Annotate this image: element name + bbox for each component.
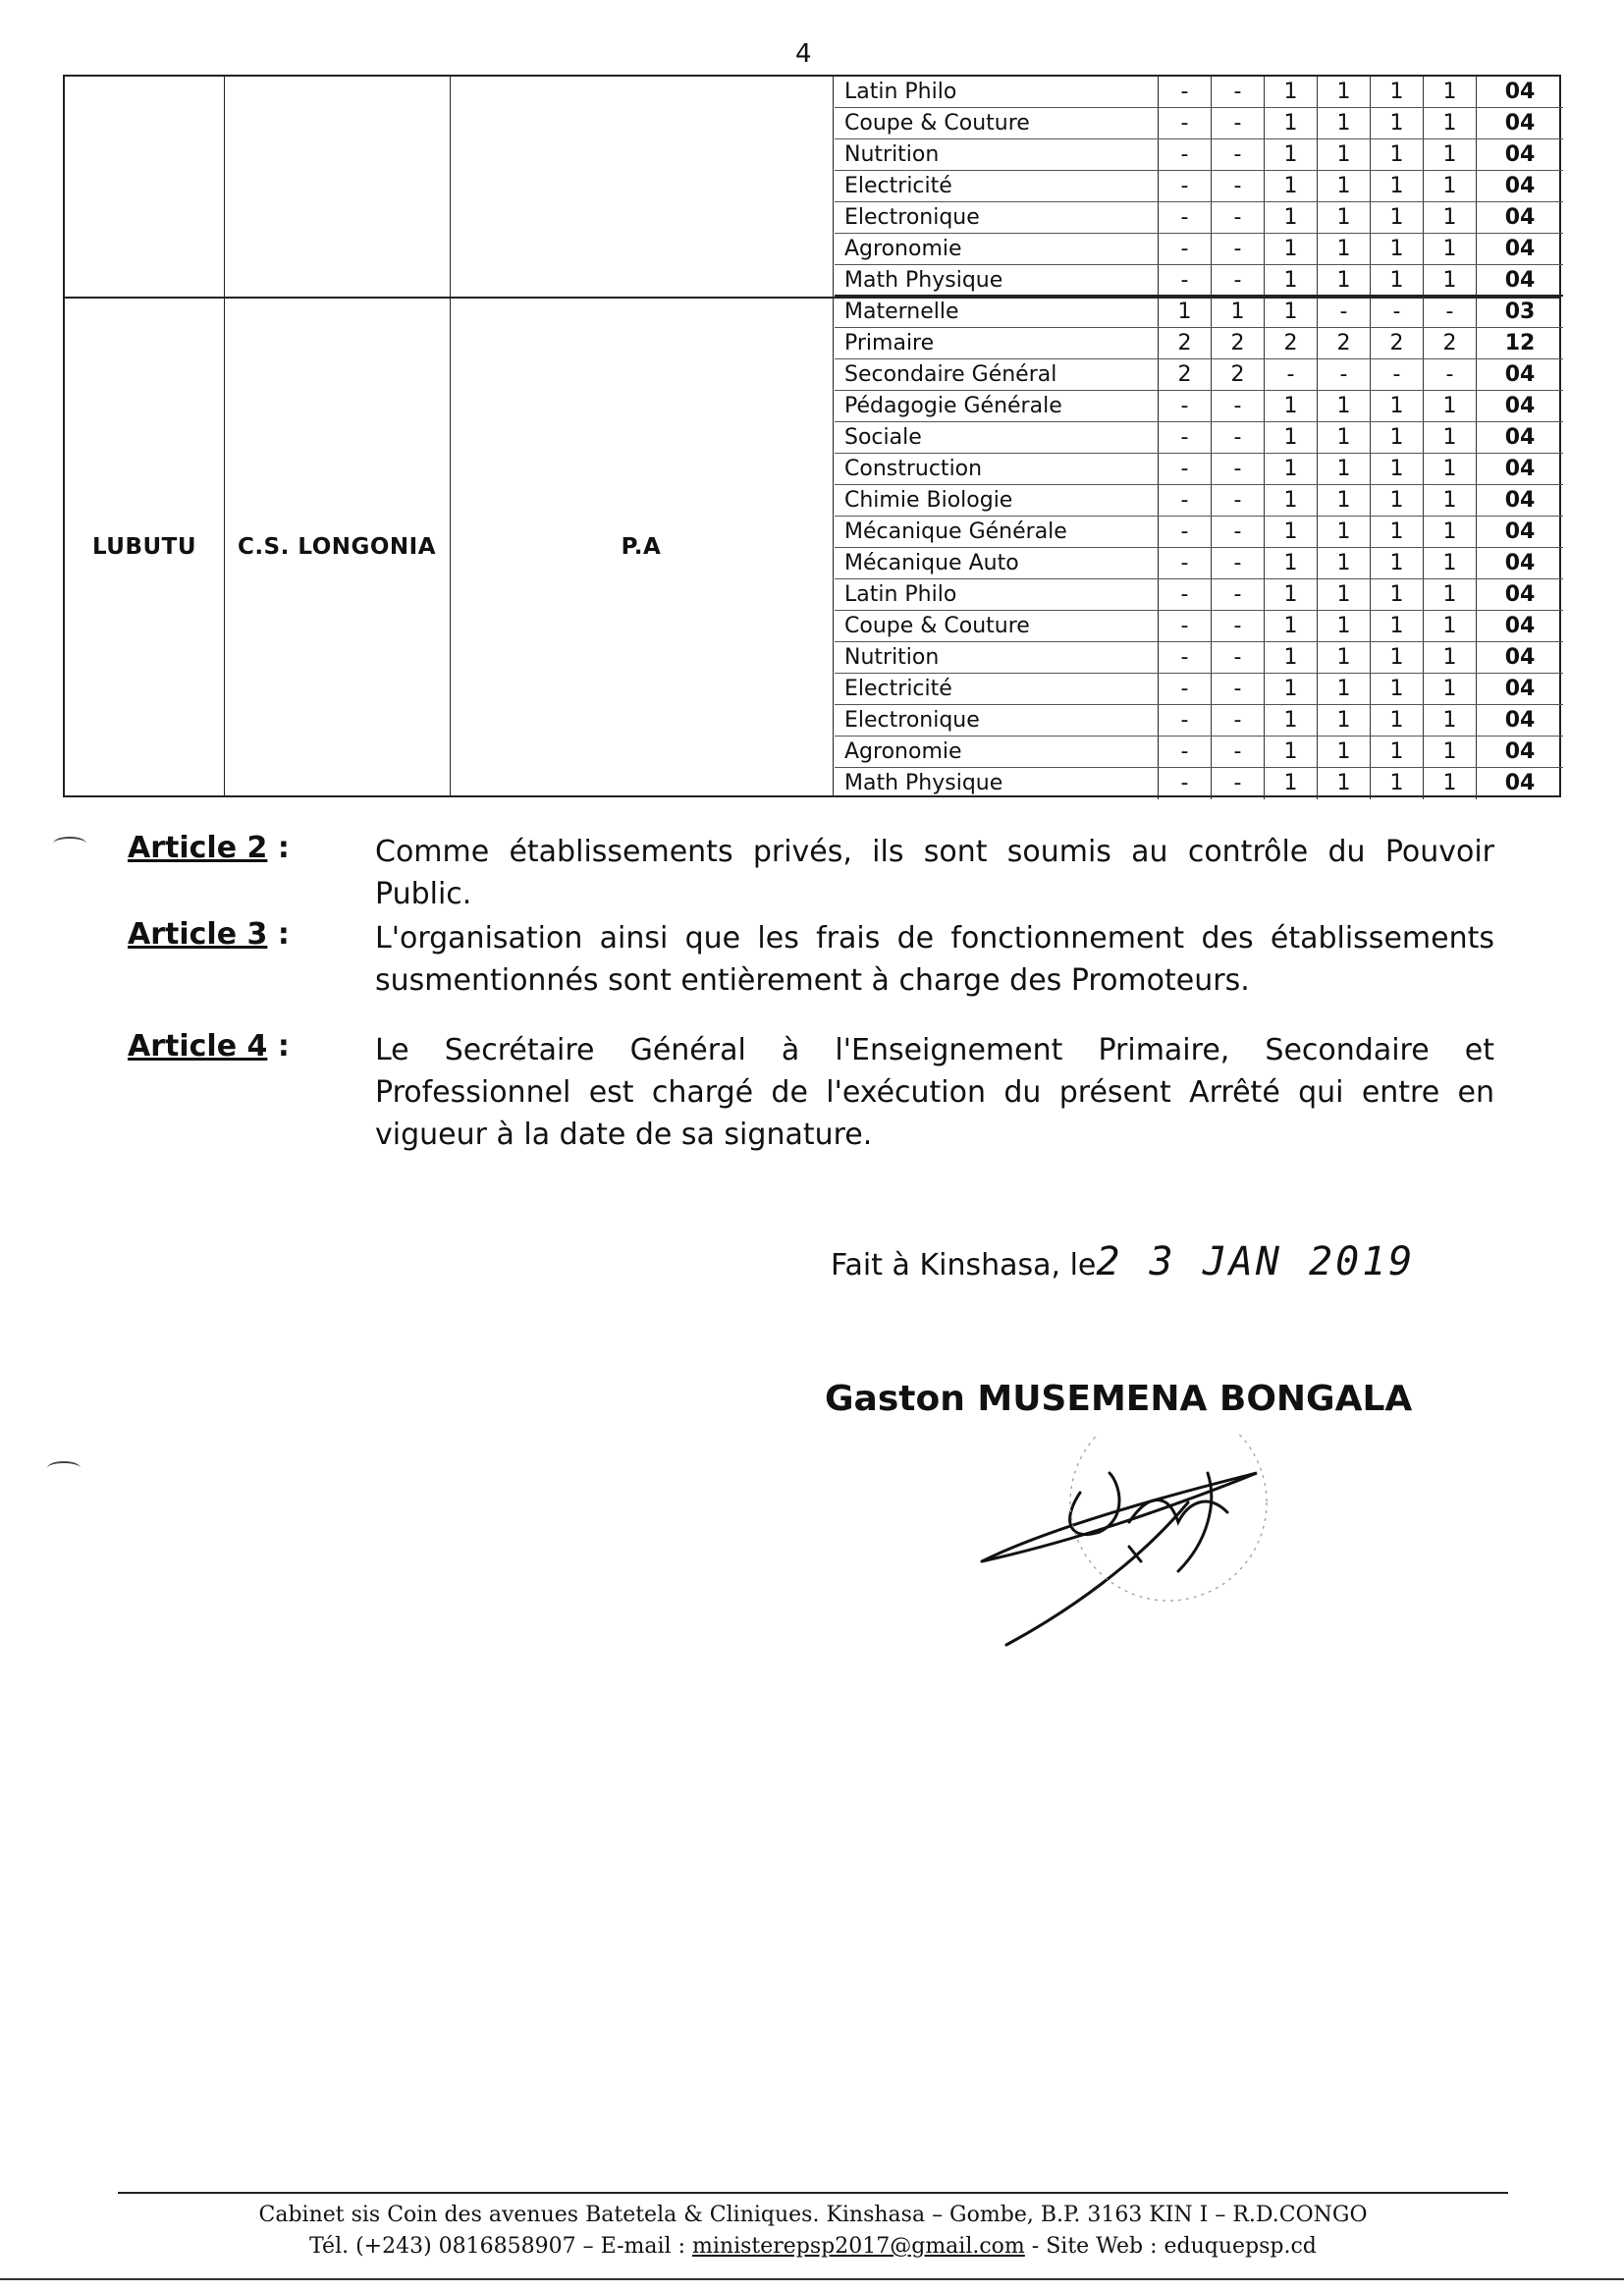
class-count: - — [1212, 265, 1265, 295]
class-count: 1 — [1159, 297, 1212, 327]
section-name: Electronique — [835, 202, 1159, 233]
class-count: 1 — [1371, 265, 1424, 295]
table-row — [835, 108, 1563, 139]
row-total: 04 — [1504, 614, 1536, 638]
schools-table — [63, 75, 1561, 797]
class-count: - — [1265, 359, 1318, 390]
class-count: - — [1212, 579, 1265, 610]
class-count: 1 — [1318, 171, 1371, 201]
class-count: - — [1424, 297, 1477, 327]
section-name: Agronomie — [835, 737, 1159, 767]
class-count: - — [1212, 737, 1265, 767]
class-count: 1 — [1424, 139, 1477, 170]
class-count: - — [1159, 77, 1212, 107]
article-2-text: Comme établissements privés, ils sont soumis au contrôle du Pouvoir Public. — [375, 835, 1494, 911]
section-name: Math Physique — [835, 768, 1159, 799]
class-count: 1 — [1265, 485, 1318, 516]
table-row — [835, 579, 1563, 611]
class-count: - — [1371, 359, 1424, 390]
class-count: - — [1159, 611, 1212, 641]
table-row — [835, 517, 1563, 548]
row-total: 04 — [1504, 771, 1536, 795]
class-count: - — [1159, 171, 1212, 201]
class-count: 1 — [1318, 454, 1371, 484]
class-count: 1 — [1371, 202, 1424, 233]
class-count: 1 — [1265, 517, 1318, 547]
class-count: - — [1212, 202, 1265, 233]
section-name: Electricité — [835, 674, 1159, 704]
class-count: 1 — [1265, 171, 1318, 201]
class-count: 1 — [1265, 674, 1318, 704]
table-row — [835, 642, 1563, 674]
class-count: - — [1159, 422, 1212, 453]
bottom-rule — [0, 2278, 1624, 2280]
class-count: - — [1159, 454, 1212, 484]
class-count: - — [1159, 705, 1212, 736]
class-count: - — [1212, 705, 1265, 736]
table-row — [835, 297, 1563, 328]
class-count: 1 — [1265, 579, 1318, 610]
section-name: Mécanique Auto — [835, 548, 1159, 578]
class-count: - — [1212, 642, 1265, 673]
footer-email[interactable]: ministerepsp2017@gmail.com — [692, 2234, 1025, 2259]
table-row — [835, 485, 1563, 517]
class-count: 1 — [1424, 485, 1477, 516]
class-count: - — [1159, 768, 1212, 799]
class-count: 1 — [1371, 737, 1424, 767]
class-count: - — [1212, 234, 1265, 264]
class-count: 1 — [1318, 611, 1371, 641]
class-count: - — [1212, 139, 1265, 170]
footer-address: Cabinet sis Coin des avenues Batetela & Cliniques. Kinshasa – Gombe, B.P. 3163 KIN I – R.D.CONGO — [258, 2203, 1368, 2227]
class-count: 1 — [1318, 77, 1371, 107]
class-count: 1 — [1424, 705, 1477, 736]
class-count: - — [1318, 359, 1371, 390]
article-3-text: L'organisation ainsi que les frais de fonctionnement des établissements susmentionnés sont entièrement à charge des Promoteurs. — [375, 921, 1494, 998]
table-row — [835, 139, 1563, 171]
table-row — [835, 768, 1563, 799]
class-count: - — [1159, 139, 1212, 170]
margin-mark — [47, 1461, 81, 1475]
class-count: 1 — [1424, 768, 1477, 799]
section-name: Math Physique — [835, 265, 1159, 295]
section-name: Coupe & Couture — [835, 108, 1159, 138]
class-count: 1 — [1371, 108, 1424, 138]
row-total: 04 — [1504, 362, 1536, 387]
class-count: - — [1212, 611, 1265, 641]
article-2-label: Article 2 : — [128, 831, 290, 865]
class-count: - — [1212, 391, 1265, 421]
table-row — [835, 674, 1563, 705]
class-count: 1 — [1265, 297, 1318, 327]
class-count: 1 — [1265, 391, 1318, 421]
class-count: 1 — [1212, 297, 1265, 327]
class-count: - — [1212, 548, 1265, 578]
column-divider — [833, 77, 834, 795]
class-count: 1 — [1318, 202, 1371, 233]
class-count: 1 — [1265, 454, 1318, 484]
row-total: 04 — [1504, 739, 1536, 764]
class-count: 1 — [1265, 77, 1318, 107]
class-count: 1 — [1318, 485, 1371, 516]
class-count: 1 — [1424, 234, 1477, 264]
class-count: 1 — [1371, 422, 1424, 453]
section-name: Chimie Biologie — [835, 485, 1159, 516]
sections-table — [835, 77, 1563, 799]
class-count: 1 — [1265, 108, 1318, 138]
section-name: Latin Philo — [835, 77, 1159, 107]
row-total: 04 — [1504, 425, 1536, 450]
row-total: 04 — [1504, 488, 1536, 513]
class-count: 1 — [1318, 705, 1371, 736]
class-count: 1 — [1371, 171, 1424, 201]
class-count: 1 — [1318, 674, 1371, 704]
class-count: - — [1212, 517, 1265, 547]
class-count: 1 — [1424, 108, 1477, 138]
table-row — [835, 548, 1563, 579]
class-count: - — [1159, 517, 1212, 547]
page-number: 4 — [795, 39, 812, 69]
class-count: 1 — [1265, 611, 1318, 641]
class-count: 1 — [1265, 139, 1318, 170]
class-count: 1 — [1265, 202, 1318, 233]
table-row — [835, 611, 1563, 642]
section-name: Mécanique Générale — [835, 517, 1159, 547]
row-total: 04 — [1504, 80, 1536, 104]
section-name: Nutrition — [835, 642, 1159, 673]
class-count: 1 — [1265, 768, 1318, 799]
row-total: 12 — [1504, 331, 1536, 355]
row-total: 04 — [1504, 174, 1536, 198]
handwritten-date: 2 3 JAN 2019 — [1096, 1239, 1416, 1284]
table-row — [835, 454, 1563, 485]
class-count: 1 — [1371, 517, 1424, 547]
table-row — [835, 265, 1563, 297]
section-name: Sociale — [835, 422, 1159, 453]
class-count: - — [1159, 202, 1212, 233]
class-count: 1 — [1265, 548, 1318, 578]
class-count: 2 — [1159, 359, 1212, 390]
table-row — [835, 391, 1563, 422]
class-count: - — [1159, 642, 1212, 673]
table-row — [835, 234, 1563, 265]
class-count: - — [1212, 108, 1265, 138]
class-count: 1 — [1371, 768, 1424, 799]
section-name: Agronomie — [835, 234, 1159, 264]
class-count: 2 — [1212, 359, 1265, 390]
row-total: 04 — [1504, 551, 1536, 575]
row-total: 04 — [1504, 519, 1536, 544]
class-count: 1 — [1424, 548, 1477, 578]
class-count: 1 — [1424, 171, 1477, 201]
class-count: 1 — [1371, 548, 1424, 578]
class-count: 1 — [1424, 202, 1477, 233]
class-count: 1 — [1318, 422, 1371, 453]
class-count: 1 — [1424, 611, 1477, 641]
class-count: 1 — [1318, 139, 1371, 170]
class-count: 1 — [1318, 737, 1371, 767]
class-count: 1 — [1318, 642, 1371, 673]
class-count: 1 — [1424, 737, 1477, 767]
section-name: Maternelle — [835, 297, 1159, 327]
class-count: - — [1212, 171, 1265, 201]
class-count: 1 — [1371, 391, 1424, 421]
class-count: - — [1212, 422, 1265, 453]
section-name: Nutrition — [835, 139, 1159, 170]
class-count: 1 — [1318, 517, 1371, 547]
row-total: 04 — [1504, 677, 1536, 701]
section-name: Construction — [835, 454, 1159, 484]
class-count: 2 — [1371, 328, 1424, 358]
class-count: 1 — [1371, 642, 1424, 673]
class-count: 1 — [1265, 642, 1318, 673]
class-count: 1 — [1318, 768, 1371, 799]
article-3-label: Article 3 : — [128, 917, 290, 952]
table-row — [835, 328, 1563, 359]
class-count: 2 — [1159, 328, 1212, 358]
class-count: 1 — [1371, 674, 1424, 704]
class-count: 2 — [1424, 328, 1477, 358]
class-count: 1 — [1424, 579, 1477, 610]
row-total: 04 — [1504, 457, 1536, 481]
article-4-text: Le Secrétaire Général à l'Enseignement Primaire, Secondaire et Professionnel est chargé de l'exécution du présent Arrêté qui entre en vigueur à la date de sa signature. — [375, 1033, 1494, 1152]
row-total: 04 — [1504, 268, 1536, 293]
class-count: 1 — [1371, 579, 1424, 610]
article-4-label: Article 4 : — [128, 1029, 290, 1064]
class-count: 1 — [1318, 548, 1371, 578]
class-count: 1 — [1265, 422, 1318, 453]
table-row — [835, 77, 1563, 108]
class-count: 1 — [1265, 737, 1318, 767]
class-count: 1 — [1424, 77, 1477, 107]
footer-divider — [118, 2192, 1508, 2194]
row-total: 04 — [1504, 142, 1536, 167]
section-name: Latin Philo — [835, 579, 1159, 610]
class-count: - — [1212, 77, 1265, 107]
row-total: 04 — [1504, 394, 1536, 418]
class-count: 1 — [1424, 391, 1477, 421]
section-name: Electronique — [835, 705, 1159, 736]
table-row — [835, 422, 1563, 454]
table-row — [835, 359, 1563, 391]
row-total: 04 — [1504, 205, 1536, 230]
class-count: 1 — [1265, 265, 1318, 295]
class-count: 1 — [1424, 517, 1477, 547]
footer — [118, 2200, 1508, 2263]
class-count: 2 — [1318, 328, 1371, 358]
class-count: 2 — [1265, 328, 1318, 358]
class-count: 1 — [1318, 579, 1371, 610]
section-name: Electricité — [835, 171, 1159, 201]
class-count: - — [1159, 674, 1212, 704]
row-total: 04 — [1504, 708, 1536, 733]
class-count: - — [1212, 485, 1265, 516]
footer-contacts: Tél. (+243) 0816858907 – E-mail : ministerepsp2017@gmail.com - Site Web : eduquepsp.cd — [309, 2234, 1317, 2259]
class-count: 1 — [1318, 108, 1371, 138]
table-row — [835, 171, 1563, 202]
class-count: - — [1371, 297, 1424, 327]
margin-mark — [53, 837, 86, 850]
class-count: 1 — [1371, 485, 1424, 516]
section-name: Pédagogie Générale — [835, 391, 1159, 421]
row-total: 04 — [1504, 237, 1536, 261]
class-count: 1 — [1371, 234, 1424, 264]
class-count: 1 — [1371, 705, 1424, 736]
class-count: 1 — [1265, 234, 1318, 264]
place-date: Fait à Kinshasa, le2 3 JAN 2019 — [831, 1239, 1416, 1284]
class-count: 1 — [1424, 674, 1477, 704]
class-count: - — [1159, 265, 1212, 295]
class-count: 1 — [1371, 611, 1424, 641]
class-count: 1 — [1424, 422, 1477, 453]
class-count: 1 — [1318, 391, 1371, 421]
section-name: Coupe & Couture — [835, 611, 1159, 641]
class-count: 1 — [1371, 139, 1424, 170]
row-total: 04 — [1504, 582, 1536, 607]
class-count: - — [1159, 234, 1212, 264]
class-count: 1 — [1424, 454, 1477, 484]
class-count: - — [1159, 108, 1212, 138]
class-count: - — [1318, 297, 1371, 327]
row-total: 03 — [1504, 300, 1536, 324]
section-name: Secondaire Général — [835, 359, 1159, 390]
table-row — [835, 202, 1563, 234]
class-count: - — [1212, 768, 1265, 799]
table-row — [835, 705, 1563, 737]
class-count: - — [1159, 579, 1212, 610]
class-count: 1 — [1318, 265, 1371, 295]
class-count: - — [1212, 454, 1265, 484]
section-name: Primaire — [835, 328, 1159, 358]
class-count: - — [1212, 674, 1265, 704]
row-total: 04 — [1504, 645, 1536, 670]
type-cell: P.A — [621, 534, 662, 560]
class-count: 2 — [1212, 328, 1265, 358]
class-count: - — [1159, 485, 1212, 516]
class-count: 1 — [1424, 265, 1477, 295]
table-row — [835, 737, 1563, 768]
city-cell: LUBUTU — [91, 534, 197, 560]
class-count: 1 — [1265, 705, 1318, 736]
class-count: 1 — [1371, 77, 1424, 107]
row-total: 04 — [1504, 111, 1536, 136]
signature-image — [962, 1434, 1335, 1660]
class-count: - — [1424, 359, 1477, 390]
class-count: 1 — [1424, 642, 1477, 673]
class-count: 1 — [1318, 234, 1371, 264]
class-count: - — [1159, 548, 1212, 578]
class-count: - — [1159, 391, 1212, 421]
class-count: - — [1159, 737, 1212, 767]
class-count: 1 — [1371, 454, 1424, 484]
signer-name: Gaston MUSEMENA BONGALA — [825, 1379, 1413, 1419]
school-cell: C.S. LONGONIA — [237, 534, 437, 560]
